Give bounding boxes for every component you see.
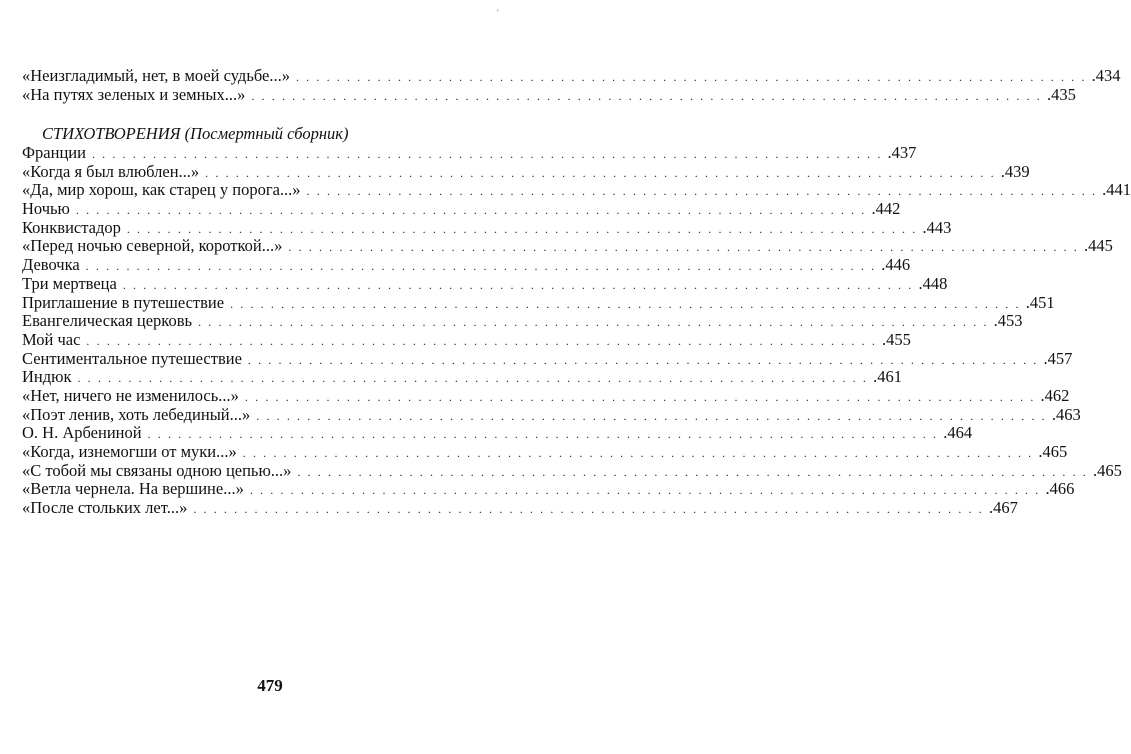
toc-entry-page: .453 bbox=[993, 311, 1023, 331]
dot-leader: .............................................................................. bbox=[306, 184, 1103, 199]
toc-entry bbox=[22, 404, 1081, 425]
toc-entry bbox=[22, 217, 952, 238]
toc-entry-title: «Поэт ленив, хоть лебединый...» bbox=[22, 404, 251, 424]
dot-leader: .............................................................................. bbox=[205, 165, 1001, 180]
dot-leader: .............................................................................. bbox=[198, 315, 994, 330]
dot-leader: .............................................................................. bbox=[288, 240, 1084, 255]
toc-entry-title: «Когда я был влюблен...» bbox=[22, 161, 200, 181]
toc-entry bbox=[22, 498, 1018, 518]
toc-entry-title: «С тобой мы связаны одною цепью...» bbox=[22, 460, 292, 480]
toc-entry-title: Три мертвеца bbox=[22, 273, 117, 293]
dot-leader: .............................................................................. bbox=[75, 203, 872, 218]
toc-entry-title: «Перед ночью северной, короткой...» bbox=[22, 236, 283, 256]
page-number: 479 bbox=[257, 676, 283, 695]
toc-entry-title: О. Н. Арбениной bbox=[22, 423, 142, 443]
toc-entry-page: .445 bbox=[1083, 236, 1113, 256]
toc-entry-page: .443 bbox=[922, 217, 952, 237]
dot-leader: .............................................................................. bbox=[126, 221, 923, 236]
dot-leader: .............................................................................. bbox=[249, 483, 1046, 498]
toc-entry bbox=[22, 460, 1122, 481]
toc-entry bbox=[22, 385, 1070, 406]
toc-entry-page: .467 bbox=[988, 498, 1018, 518]
toc-entry-title: Индюк bbox=[22, 367, 72, 387]
toc-entry-page: .442 bbox=[871, 199, 901, 219]
toc-entry-page: .455 bbox=[882, 329, 911, 349]
toc-entry bbox=[22, 442, 1068, 462]
toc-entry bbox=[22, 161, 1030, 182]
toc-entry-title: Евангелическая церковь bbox=[22, 311, 193, 331]
toc-entry bbox=[22, 236, 1113, 256]
toc-section bbox=[22, 124, 1131, 518]
toc-entry bbox=[22, 143, 917, 163]
toc-entry bbox=[22, 66, 1121, 86]
toc-entry-title: «Ветла чернела. На вершине...» bbox=[22, 479, 244, 499]
toc-entry-title: Мой час bbox=[22, 329, 81, 349]
section-heading: СТИХОТВОРЕНИЯ (Посмертный сборник) bbox=[42, 124, 349, 143]
dot-leader: .............................................................................. bbox=[122, 277, 919, 292]
toc-entry-page: .465 bbox=[1038, 442, 1068, 461]
toc-entry-page: .462 bbox=[1040, 385, 1070, 405]
toc-entry-title: «Неизгладимый, нет, в моей судьбе...» bbox=[22, 66, 290, 85]
toc-entry bbox=[22, 180, 1131, 200]
dot-leader: .............................................................................. bbox=[244, 389, 1041, 404]
toc-entry-title: Франции bbox=[22, 143, 86, 162]
toc-entry-title: Сентиментальное путешествие bbox=[22, 348, 242, 368]
toc-entry-page: .465 bbox=[1093, 460, 1122, 480]
dot-leader: .............................................................................. bbox=[297, 464, 1094, 479]
toc-entry-page: .439 bbox=[1000, 161, 1030, 181]
toc-entry bbox=[22, 311, 1023, 331]
toc-entry bbox=[22, 367, 902, 387]
dot-leader: .............................................................................. bbox=[147, 427, 944, 442]
toc-entry bbox=[22, 273, 948, 294]
toc-entry-page: .463 bbox=[1051, 404, 1081, 424]
toc-entry-page: .437 bbox=[887, 143, 917, 162]
toc-entry-page: .446 bbox=[881, 255, 911, 275]
toc-entry bbox=[22, 423, 973, 443]
dot-leader: .............................................................................. bbox=[247, 352, 1044, 367]
toc-entry bbox=[22, 329, 911, 350]
toc-entry-page: .466 bbox=[1045, 479, 1075, 499]
toc-entry bbox=[22, 479, 1075, 499]
dot-leader: .............................................................................. bbox=[295, 70, 1092, 84]
toc-entry-title: «Нет, ничего не изменилось...» bbox=[22, 385, 239, 405]
dot-leader: .............................................................................. bbox=[242, 446, 1039, 460]
toc-list bbox=[22, 143, 1131, 518]
dot-leader: .............................................................................. bbox=[193, 502, 989, 517]
toc-entry-page: .434 bbox=[1091, 66, 1121, 85]
toc-entry-page: .464 bbox=[943, 423, 973, 443]
toc-entry-title: Ночью bbox=[22, 199, 70, 219]
dot-leader: .............................................................................. bbox=[85, 259, 882, 274]
toc-entry-page: .441 bbox=[1102, 180, 1131, 200]
toc-entry-title: Девочка bbox=[22, 255, 80, 275]
toc-entry-title: «Когда, изнемогши от муки...» bbox=[22, 442, 237, 461]
toc-entry bbox=[22, 348, 1073, 369]
toc-entry-page: .435 bbox=[1046, 84, 1076, 104]
toc-entry-page: .451 bbox=[1025, 292, 1055, 312]
toc-top-list bbox=[22, 66, 1121, 104]
toc-entry-title: «После стольких лет...» bbox=[22, 498, 188, 518]
corner-mark: ' bbox=[497, 8, 499, 18]
dot-leader: .............................................................................. bbox=[256, 408, 1052, 423]
toc-entry-title: Приглашение в путешествие bbox=[22, 292, 225, 312]
toc-entry-page: .461 bbox=[873, 367, 902, 387]
toc-entry-title: «На путях зеленых и земных...» bbox=[22, 84, 246, 104]
dot-leader: .............................................................................. bbox=[230, 296, 1026, 311]
toc-entry-page: .457 bbox=[1043, 348, 1073, 368]
toc-entry-title: «Да, мир хорош, как старец у порога...» bbox=[22, 180, 301, 200]
toc-entry-page: .448 bbox=[918, 273, 948, 293]
toc-entry-title: Конквистадор bbox=[22, 217, 121, 237]
toc-entry bbox=[22, 84, 1076, 105]
dot-leader: .............................................................................. bbox=[86, 333, 883, 348]
dot-leader: .............................................................................. bbox=[77, 371, 874, 386]
toc-entry bbox=[22, 199, 901, 219]
toc-entry bbox=[22, 292, 1055, 313]
dot-leader: .............................................................................. bbox=[91, 147, 888, 161]
dot-leader: .............................................................................. bbox=[251, 88, 1047, 103]
toc-entry bbox=[22, 255, 911, 275]
